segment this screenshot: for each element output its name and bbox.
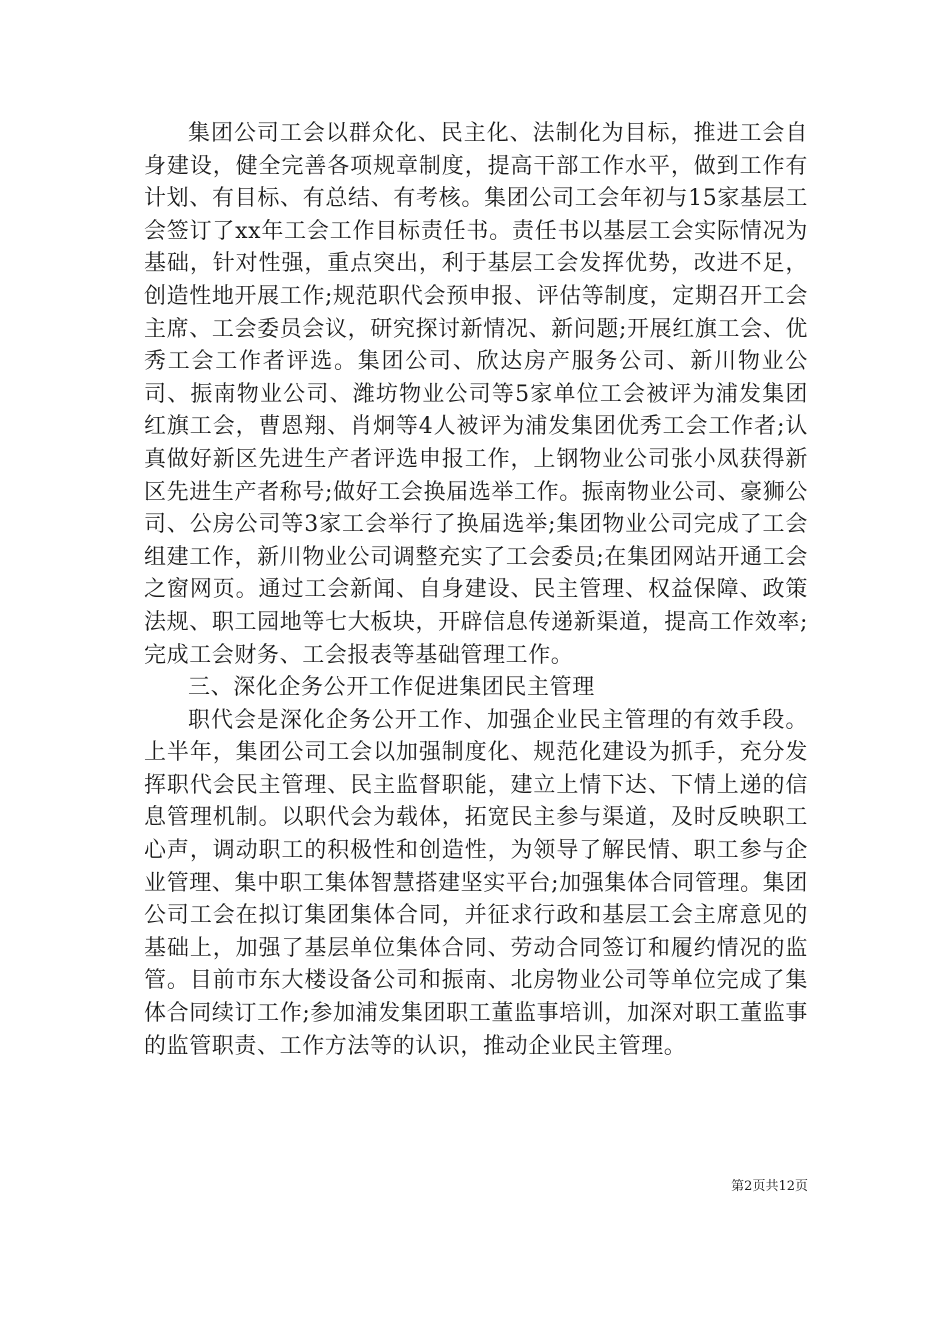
document-body: [144, 118, 808, 1063]
paragraph-union-self-building: 集团公司工会以群众化、民主化、法制化为目标，推进工会自身建设，健全完善各项规章制度，提高干部工作水平，做到工作有计划、有目标、有总结、有考核。集团公司工会年初与15家基层工会签订了xx年工会工作目标责任书。责任书以基层工会实际情况为基础，针对性强，重点突出，利于基层工会发挥优势，改进不足，创造性地开展工作;规范职代会预申报、评估等制度，定期召开工会主席、工会委员会议，研究探讨新情况、新问题;开展红旗工会、优秀工会工作者评选。集团公司、欣达房产服务公司、新川物业公司、振南物业公司、潍坊物业公司等5家单位工会被评为浦发集团红旗工会，曹恩翔、肖炯等4人被评为浦发集团优秀工会工作者;认真做好新区先进生产者评选申报工作，上钢物业公司张小凤获得新区先进生产者称号;做好工会换届选举工作。振南物业公司、豪狮公司、公房公司等3家工会举行了换届选举;集团物业公司完成了工会组建工作，新川物业公司调整充实了工会委员;在集团网站开通工会之窗网页。通过工会新闻、自身建设、民主管理、权益保障、政策法规、职工园地等七大板块，开辟信息传递新渠道，提高工作效率;完成工会财务、工会报表等基础管理工作。: [144, 121, 808, 668]
page-number-footer: 第2页共12页: [731, 1179, 808, 1194]
section-heading: 三、深化企务公开工作促进集团民主管理: [188, 675, 595, 701]
paragraph-democratic-management: 职代会是深化企务公开工作、加强企业民主管理的有效手段。上半年，集团公司工会以加强制度化、规范化建设为抓手，充分发挥职代会民主管理、民主监督职能，建立上情下达、下情上递的信息管理机制。以职代会为载体，拓宽民主参与渠道，及时反映职工心声，调动职工的积极性和创造性，为领导了解民情、职工参与企业管理、集中职工集体智慧搭建坚实平台;加强集体合同管理。集团公司工会在拟订集团集体合同，并征求行政和基层工会主席意见的基础上，加强了基层单位集体合同、劳动合同签订和履约情况的监管。目前市东大楼设备公司和振南、北房物业公司等单位完成了集体合同续订工作;参加浦发集团职工董监事培训，加深对职工董监事的监管职责、工作方法等的认识，推动企业民主管理。: [144, 707, 808, 1059]
